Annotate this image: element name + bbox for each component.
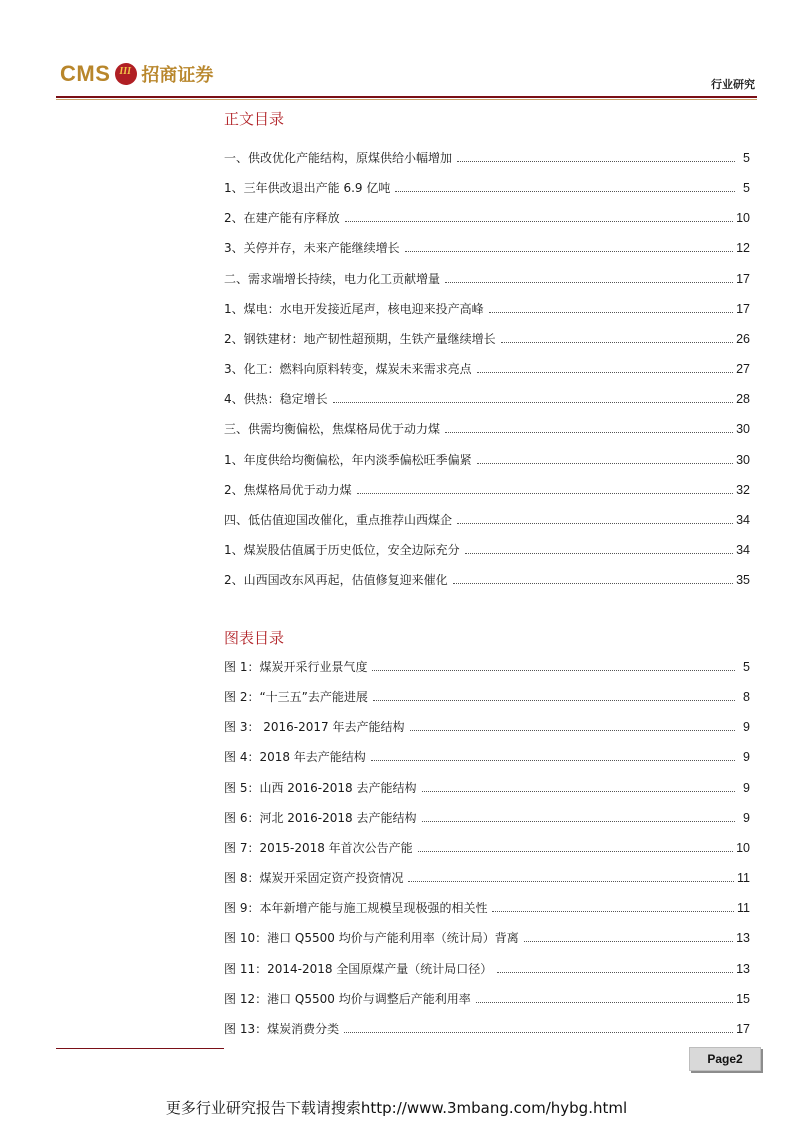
toc-entry[interactable] bbox=[224, 177, 750, 195]
page-number-badge: Page2 bbox=[689, 1047, 761, 1071]
toc-leader-dots bbox=[476, 1001, 733, 1003]
toc-entry-page: 35 bbox=[736, 573, 750, 588]
toc-entry-label: 2、在建产能有序释放 bbox=[224, 211, 340, 226]
toc-entry-label: 3、关停并存，未来产能继续增长 bbox=[224, 241, 400, 256]
toc-entry-label: 3、化工：燃料向原料转变，煤炭未来需求亮点 bbox=[224, 362, 472, 377]
toc-entry-page: 32 bbox=[736, 482, 750, 497]
toc-entry[interactable] bbox=[224, 837, 750, 855]
toc-entry[interactable] bbox=[224, 686, 750, 704]
logo-mark-glyph: III bbox=[119, 66, 132, 77]
toc-entry-label: 1、三年供改退出产能 6.9 亿吨 bbox=[224, 181, 391, 196]
toc-entry-label: 图 1：煤炭开采行业景气度 bbox=[224, 660, 368, 674]
toc-entry[interactable] bbox=[224, 388, 750, 406]
toc-entry-label: 2、钢铁建材：地产韧性超预期，生铁产量继续增长 bbox=[224, 331, 496, 346]
toc-leader-dots bbox=[457, 160, 735, 162]
toc-entry-label: 图 2：“十三五”去产能进展 bbox=[224, 690, 368, 705]
toc-entry-page: 17 bbox=[736, 271, 750, 286]
toc-entry-page: 9 bbox=[743, 780, 750, 795]
toc-entry[interactable] bbox=[224, 958, 750, 976]
logo-chinese-name: 招商证券 bbox=[141, 65, 214, 86]
toc-entry-label: 图 7：2015-2018 年首次公告产能 bbox=[224, 840, 413, 855]
toc-entry[interactable] bbox=[224, 569, 750, 587]
toc-entry[interactable] bbox=[224, 988, 750, 1006]
toc-entry[interactable] bbox=[224, 418, 750, 436]
toc-entry-page: 13 bbox=[736, 961, 750, 976]
toc-entry[interactable] bbox=[224, 268, 750, 286]
toc-entry[interactable] bbox=[224, 449, 750, 467]
toc-entry[interactable] bbox=[224, 509, 750, 527]
toc-entry[interactable] bbox=[224, 298, 750, 316]
toc-entry[interactable] bbox=[224, 867, 750, 885]
toc-entry-label: 2、焦煤格局优于动力煤 bbox=[224, 482, 352, 497]
footer-divider bbox=[56, 1048, 224, 1049]
toc-leader-dots bbox=[418, 850, 733, 852]
toc-leader-dots bbox=[373, 699, 735, 701]
toc-entry-label: 图 12：港口 Q5500 均价与调整后产能利用率 bbox=[224, 991, 471, 1006]
toc-entry-label: 4、供热：稳定增长 bbox=[224, 392, 328, 407]
toc-leader-dots bbox=[345, 220, 733, 222]
toc-entry-page: 9 bbox=[743, 720, 750, 735]
toc-entry-label: 图 6：河北 2016-2018 去产能结构 bbox=[224, 810, 417, 825]
toc-leader-dots bbox=[372, 669, 735, 671]
toc-entry-label: 三、供需均衡偏松，焦煤格局优于动力煤 bbox=[224, 422, 441, 437]
toc-entry[interactable] bbox=[224, 746, 750, 764]
toc-leader-dots bbox=[395, 190, 735, 192]
toc-entry-page: 30 bbox=[736, 422, 750, 437]
toc-entry[interactable] bbox=[224, 358, 750, 376]
download-notice: 更多行业研究报告下载请搜索http://www.3mbang.com/hybg.html bbox=[165, 1099, 628, 1117]
toc-entry-page: 10 bbox=[736, 840, 750, 855]
toc-leader-dots bbox=[408, 880, 734, 882]
header-divider bbox=[56, 96, 757, 98]
toc-entry-label: 一、供改优化产能结构，原煤供给小幅增加 bbox=[224, 151, 453, 165]
toc-entry-label: 图 4：2018 年去产能结构 bbox=[224, 750, 366, 765]
toc-entry-page: 15 bbox=[736, 991, 750, 1006]
toc-entry[interactable] bbox=[224, 927, 750, 945]
toc-leader-dots bbox=[501, 341, 733, 343]
toc-leader-dots bbox=[453, 582, 733, 584]
toc-leader-dots bbox=[333, 401, 733, 403]
toc-entry-page: 34 bbox=[736, 512, 750, 527]
toc-entry-label: 1、煤炭股估值属于历史低位，安全边际充分 bbox=[224, 542, 460, 557]
toc-entry[interactable] bbox=[224, 777, 750, 795]
toc-entry[interactable] bbox=[224, 539, 750, 557]
toc-leader-dots bbox=[422, 820, 736, 822]
toc-leader-dots bbox=[371, 759, 735, 761]
toc-entry-label: 1、年度供给均衡偏松，年内淡季偏松旺季偏紧 bbox=[224, 452, 472, 467]
toc-entry-page: 5 bbox=[743, 660, 750, 674]
toc-leader-dots bbox=[344, 1031, 733, 1033]
toc-entry-page: 27 bbox=[736, 362, 750, 377]
toc-entry-label: 图 5：山西 2016-2018 去产能结构 bbox=[224, 780, 417, 795]
toc-leader-dots bbox=[477, 462, 733, 464]
toc-main-title: 正文目录 bbox=[224, 110, 285, 128]
toc-entry[interactable] bbox=[224, 807, 750, 825]
toc-figures-title: 图表目录 bbox=[224, 629, 285, 647]
toc-entry-page: 5 bbox=[743, 151, 750, 165]
toc-entry-page: 30 bbox=[736, 452, 750, 467]
toc-leader-dots bbox=[465, 552, 733, 554]
section-label: 行业研究 bbox=[711, 78, 755, 91]
toc-leader-dots bbox=[489, 311, 733, 313]
toc-entry-label: 图 3： 2016-2017 年去产能结构 bbox=[224, 720, 405, 735]
toc-entry-page: 5 bbox=[743, 181, 750, 196]
toc-leader-dots bbox=[477, 371, 733, 373]
logo-mark-icon bbox=[115, 63, 137, 85]
toc-leader-dots bbox=[410, 729, 736, 731]
toc-entry-label: 图 9：本年新增产能与施工规模呈现极强的相关性 bbox=[224, 901, 488, 916]
toc-entry-page: 9 bbox=[743, 810, 750, 825]
toc-entry[interactable] bbox=[224, 897, 750, 915]
toc-entry[interactable] bbox=[224, 237, 750, 255]
toc-leader-dots bbox=[422, 790, 736, 792]
toc-leader-dots bbox=[497, 971, 733, 973]
toc-entry-page: 13 bbox=[736, 931, 750, 946]
toc-entry-page: 26 bbox=[736, 331, 750, 346]
toc-entry[interactable] bbox=[224, 207, 750, 225]
header-divider-thin bbox=[56, 99, 757, 100]
toc-entry-page: 12 bbox=[736, 241, 750, 256]
company-logo bbox=[60, 60, 213, 88]
toc-entry-page: 17 bbox=[736, 1021, 750, 1036]
toc-leader-dots bbox=[445, 281, 733, 283]
toc-leader-dots bbox=[492, 910, 734, 912]
toc-entry-label: 1、煤电：水电开发接近尾声，核电迎来投产高峰 bbox=[224, 301, 484, 316]
toc-entry[interactable] bbox=[224, 328, 750, 346]
toc-leader-dots bbox=[457, 522, 733, 524]
toc-entry-label: 图 8：煤炭开采固定资产投资情况 bbox=[224, 871, 404, 886]
toc-entry-label: 二、需求端增长持续，电力化工贡献增量 bbox=[224, 271, 441, 286]
toc-leader-dots bbox=[445, 431, 733, 433]
toc-entry-label: 图 13：煤炭消费分类 bbox=[224, 1021, 340, 1036]
toc-entry-label: 2、山西国改东风再起，估值修复迎来催化 bbox=[224, 573, 448, 588]
toc-entry-page: 34 bbox=[736, 542, 750, 557]
toc-entry-page: 28 bbox=[736, 392, 750, 407]
toc-entry-page: 11 bbox=[737, 871, 750, 886]
toc-entry-page: 11 bbox=[737, 901, 750, 916]
toc-entry-page: 17 bbox=[736, 301, 750, 316]
toc-entry-label: 四、低估值迎国改催化，重点推荐山西煤企 bbox=[224, 512, 453, 527]
toc-entry-label: 图 10：港口 Q5500 均价与产能利用率（统计局）背离 bbox=[224, 931, 519, 946]
logo-text: CMS bbox=[60, 61, 111, 86]
toc-entry[interactable] bbox=[224, 147, 750, 165]
toc-entry-page: 9 bbox=[743, 750, 750, 765]
toc-entry-page: 8 bbox=[743, 690, 750, 705]
toc-leader-dots bbox=[405, 250, 733, 252]
toc-entry[interactable] bbox=[224, 479, 750, 497]
toc-entry[interactable] bbox=[224, 656, 750, 674]
toc-entry[interactable] bbox=[224, 716, 750, 734]
toc-entry-page: 10 bbox=[736, 211, 750, 226]
toc-leader-dots bbox=[357, 492, 733, 494]
toc-entry[interactable] bbox=[224, 1018, 750, 1036]
toc-leader-dots bbox=[524, 940, 733, 942]
toc-entry-label: 图 11：2014-2018 全国原煤产量（统计局口径） bbox=[224, 961, 493, 976]
